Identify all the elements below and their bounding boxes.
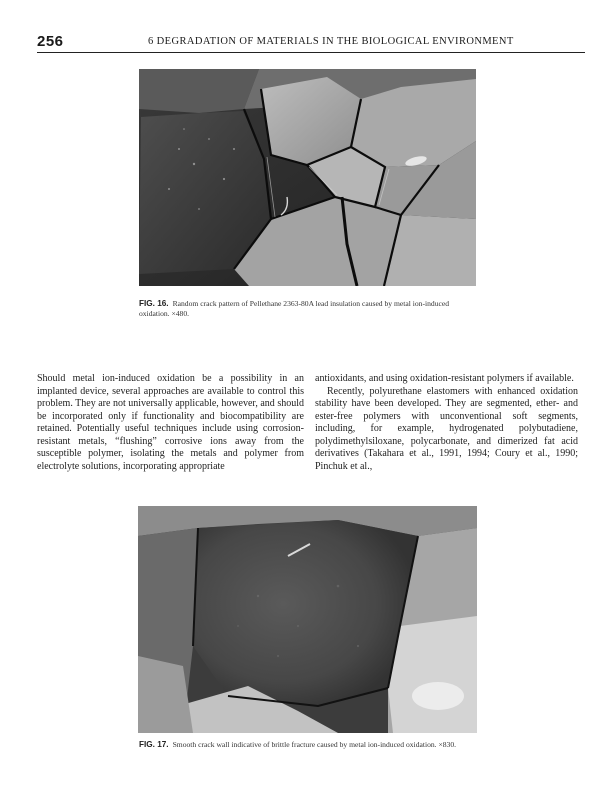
figure-16-micrograph: [139, 69, 476, 286]
right-paragraph-2: Recently, polyurethane elastomers with enhanced oxidation stability have been developed. They are segmented, ether- and ester-free polymers with unconventional soft segments, including, for example, hydrogenated polybutadiene, polydimethylsiloxane, polycarbonate, and dimerized fat acid derivatives (Takahara et al., 1991, 1994; Coury et al., 1990; Pinchuk et al.,: [315, 385, 578, 472]
left-paragraph: Should metal ion-induced oxidation be a possibility in an implanted device, several approaches are available to control this problem. They are not universally applicable, however, and should be incorporated only if functionality and biocompatibility are retained. Potentially useful techniques include using corrosion-resistant metals, “flushing” corrosive ions away from the susceptible polymer, isolating the metals and polymer from electrolyte solutions, incorporating appropriate: [37, 373, 304, 472]
figure-17-caption: [139, 740, 499, 750]
page-number: 256: [37, 33, 64, 50]
header-rule: [37, 52, 585, 53]
running-header: 6 DEGRADATION OF MATERIALS IN THE BIOLOGICAL ENVIRONMENT: [148, 36, 514, 47]
figure-16-label: FIG. 16.: [139, 299, 169, 308]
right-paragraph-1: antioxidants, and using oxidation-resistant polymers if available.: [315, 373, 574, 384]
body-right-column: [315, 373, 578, 473]
figure-17-caption-text: Smooth crack wall indicative of brittle fracture caused by metal ion-induced oxidation. ×830.: [172, 740, 457, 749]
body-left-column: [37, 373, 304, 473]
figure-16-caption: [139, 299, 479, 319]
figure-17-label: FIG. 17.: [139, 740, 169, 749]
figure-16-caption-text: Random crack pattern of Pellethane 2363-80A lead insulation caused by metal ion-induced oxidation. ×480.: [139, 299, 450, 318]
figure-17-micrograph: [138, 506, 477, 733]
